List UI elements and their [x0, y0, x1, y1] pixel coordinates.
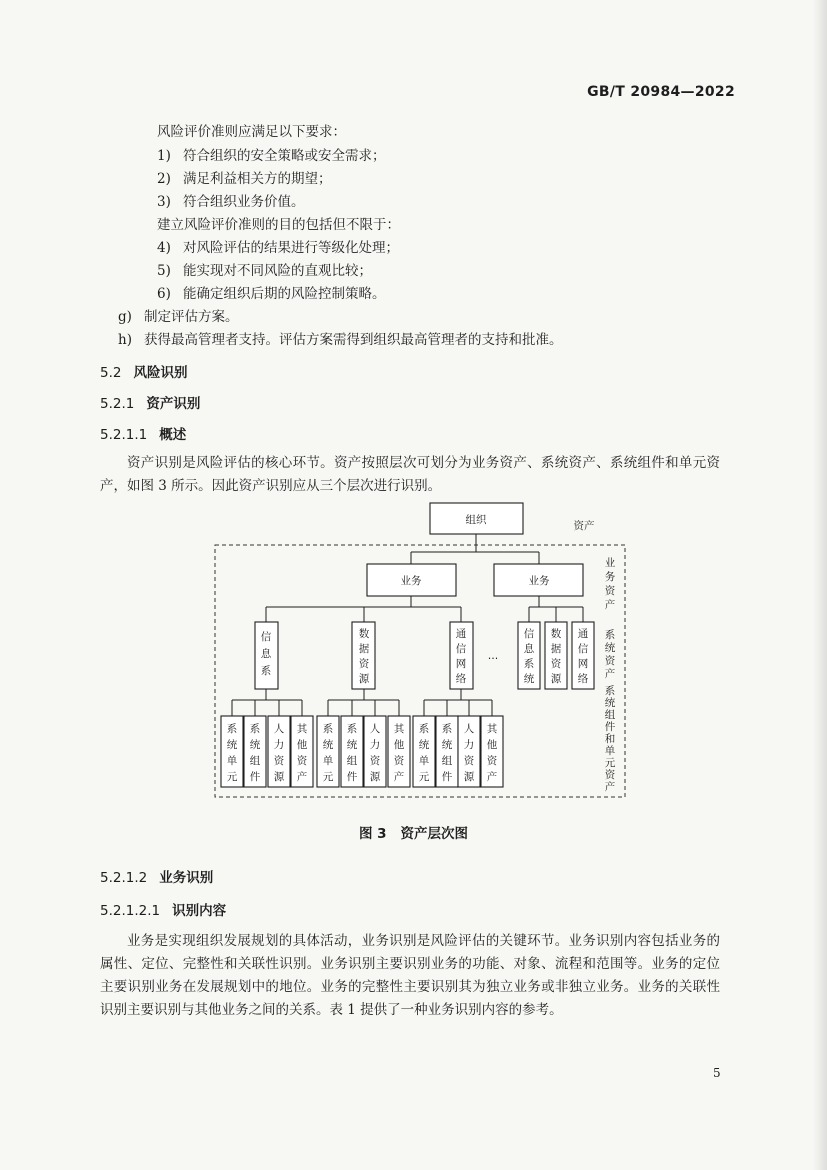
- section-number: 5.2: [100, 365, 122, 381]
- svg-text:系: 系: [322, 723, 334, 735]
- section-title: 概述: [159, 427, 187, 443]
- svg-text:信: 信: [260, 631, 272, 643]
- svg-text:信: 信: [455, 643, 467, 655]
- svg-text:资: 资: [463, 755, 475, 767]
- unit-group: [413, 716, 503, 787]
- overview-paragraph: 资产识别是风险评估的核心环节。资产按照层次可划分为业务资产、系统资产、系统组件和单元资产，如图 3 所示。因此资产识别应从三个层次进行识别。: [100, 455, 720, 494]
- svg-text:通: 通: [455, 628, 467, 640]
- unit-group: [317, 716, 410, 787]
- svg-text:资: 资: [369, 755, 381, 767]
- svg-text:系: 系: [346, 723, 358, 735]
- svg-text:系: 系: [604, 629, 616, 641]
- svg-text:系: 系: [523, 658, 535, 670]
- svg-text:据: 据: [358, 643, 370, 655]
- svg-text:元: 元: [418, 771, 430, 783]
- svg-text:组: 组: [604, 709, 616, 721]
- svg-text:产: 产: [604, 781, 616, 793]
- svg-text:组: 组: [249, 755, 261, 767]
- business-paragraph: 业务是实现组织发展规划的具体活动，业务识别是风险评估的关键环节。业务识别内容包括业务的属性、定位、完整性和关联性识别。业务识别主要识别业务的功能、对象、流程和范围等。业务的定位主要识别业务在发展规划中的地位。业务的完整性主要识别其为独立业务或非独立业务。业务的关联性识别主要识别与其他业务之间的关系。表 1 提供了一种业务识别内容的参考。: [100, 933, 720, 1018]
- step-text: 制定评估方案。: [144, 309, 239, 325]
- svg-text:单: 单: [226, 755, 238, 767]
- unit-asset-label: [605, 684, 616, 793]
- svg-text:信: 信: [523, 628, 535, 640]
- svg-text:统: 统: [346, 739, 358, 751]
- item-text: 满足利益相关方的期望；: [183, 171, 332, 187]
- svg-text:资: 资: [358, 658, 370, 670]
- section-title: 风险识别: [133, 365, 188, 381]
- svg-text:产: 产: [296, 771, 308, 783]
- svg-text:系: 系: [260, 665, 272, 677]
- svg-text:产: 产: [604, 599, 616, 611]
- business-label: 业务: [528, 575, 550, 587]
- svg-text:组: 组: [346, 755, 358, 767]
- step-text: 获得最高管理者支持。评估方案需得到组织最高管理者的支持和批准。: [144, 332, 563, 348]
- svg-text:人: 人: [369, 723, 381, 735]
- svg-text:数: 数: [358, 628, 370, 640]
- svg-text:息: 息: [523, 643, 535, 655]
- svg-text:源: 源: [463, 771, 475, 783]
- svg-text:他: 他: [393, 739, 405, 751]
- svg-text:网: 网: [577, 658, 589, 670]
- svg-text:统: 统: [322, 739, 334, 751]
- step-letter: h): [118, 332, 132, 348]
- svg-text:系: 系: [604, 685, 616, 697]
- svg-text:通: 通: [577, 628, 589, 640]
- svg-text:件: 件: [604, 721, 616, 733]
- svg-text:源: 源: [273, 771, 285, 783]
- svg-text:统: 统: [441, 739, 453, 751]
- svg-text:统: 统: [604, 642, 616, 654]
- section-title: 识别内容: [172, 903, 227, 919]
- svg-text:网: 网: [455, 658, 467, 670]
- ellipsis: …: [487, 650, 499, 662]
- svg-text:络: 络: [577, 673, 589, 685]
- svg-text:产: 产: [486, 771, 498, 783]
- svg-text:元: 元: [604, 757, 616, 769]
- section-title: 资产识别: [146, 396, 201, 412]
- item-number: 4): [157, 240, 171, 256]
- svg-text:系: 系: [418, 723, 430, 735]
- section-number: 5.2.1.2.1: [100, 903, 161, 919]
- svg-text:单: 单: [604, 745, 616, 757]
- svg-text:件: 件: [249, 771, 261, 783]
- step-letter: g): [118, 309, 132, 325]
- svg-text:其: 其: [393, 723, 405, 735]
- svg-text:元: 元: [226, 771, 238, 783]
- svg-text:信: 信: [577, 643, 589, 655]
- unit-group: [221, 716, 313, 787]
- svg-text:他: 他: [296, 739, 308, 751]
- org-label: 组织: [465, 514, 487, 526]
- item-text: 能确定组织后期的风险控制策略。: [183, 286, 386, 302]
- svg-text:业: 业: [604, 557, 616, 569]
- item-number: 6): [157, 286, 171, 302]
- svg-text:单: 单: [322, 755, 334, 767]
- section-number: 5.2.1.1: [100, 427, 148, 443]
- svg-text:统: 统: [418, 739, 430, 751]
- svg-text:息: 息: [260, 648, 272, 660]
- svg-text:资: 资: [604, 585, 616, 597]
- svg-text:元: 元: [322, 771, 334, 783]
- svg-text:力: 力: [369, 739, 381, 751]
- item-number: 5): [157, 263, 171, 279]
- svg-text:他: 他: [486, 739, 498, 751]
- svg-text:件: 件: [441, 771, 453, 783]
- svg-text:统: 统: [226, 739, 238, 751]
- figure-caption: [0, 822, 827, 842]
- svg-text:源: 源: [550, 673, 562, 685]
- criteria-intro: 风险评价准则应满足以下要求：: [157, 124, 346, 140]
- figure-number: 图 3: [358, 826, 387, 842]
- svg-text:务: 务: [604, 571, 616, 583]
- svg-text:组: 组: [441, 755, 453, 767]
- svg-text:资: 资: [296, 755, 308, 767]
- svg-text:人: 人: [273, 723, 285, 735]
- svg-text:统: 统: [523, 673, 535, 685]
- svg-text:数: 数: [550, 628, 562, 640]
- item-number: 3): [157, 194, 171, 210]
- svg-text:资: 资: [273, 755, 285, 767]
- svg-text:源: 源: [369, 771, 381, 783]
- section-number: 5.2.1: [100, 396, 135, 412]
- section-title: 业务识别: [159, 870, 214, 886]
- purpose-intro: 建立风险评价准则的目的包括但不限于：: [157, 217, 400, 233]
- svg-text:其: 其: [296, 723, 308, 735]
- item-number: 2): [157, 171, 171, 187]
- svg-text:资: 资: [393, 755, 405, 767]
- svg-text:系: 系: [441, 723, 453, 735]
- svg-text:系: 系: [249, 723, 261, 735]
- business-label: 业务: [400, 575, 422, 587]
- svg-text:统: 统: [249, 739, 261, 751]
- svg-text:源: 源: [358, 673, 370, 685]
- page-number: 5: [713, 1066, 721, 1080]
- svg-text:资: 资: [486, 755, 498, 767]
- system-asset-label: [605, 628, 616, 680]
- svg-text:资: 资: [550, 658, 562, 670]
- item-text: 对风险评估的结果进行等级化处理；: [183, 240, 399, 256]
- svg-text:系: 系: [226, 723, 238, 735]
- svg-text:络: 络: [455, 673, 467, 685]
- asset-label: 资产: [573, 520, 595, 532]
- section-heading-5-2-1-2-1: [100, 899, 226, 919]
- figure-title: 资产层次图: [400, 826, 469, 842]
- svg-text:力: 力: [273, 739, 285, 751]
- business-asset-label: [605, 556, 616, 611]
- svg-text:人: 人: [463, 723, 475, 735]
- svg-text:产: 产: [604, 668, 616, 680]
- svg-text:单: 单: [418, 755, 430, 767]
- item-text: 能实现对不同风险的直观比较；: [183, 263, 372, 279]
- svg-text:统: 统: [604, 697, 616, 709]
- svg-text:产: 产: [393, 771, 405, 783]
- section-heading-5-2-1-2: [100, 866, 213, 886]
- svg-text:资: 资: [604, 769, 616, 781]
- item-text: 符合组织的安全策略或安全需求；: [183, 148, 386, 164]
- section-number: 5.2.1.2: [100, 870, 148, 886]
- svg-text:和: 和: [604, 733, 616, 745]
- svg-text:据: 据: [550, 643, 562, 655]
- svg-text:件: 件: [346, 771, 358, 783]
- item-text: 符合组织业务价值。: [183, 194, 305, 210]
- item-number: 1): [157, 148, 171, 164]
- standard-number: GB/T 20984—2022: [587, 84, 735, 100]
- svg-text:其: 其: [486, 723, 498, 735]
- svg-text:资: 资: [604, 655, 616, 667]
- svg-text:力: 力: [463, 739, 475, 751]
